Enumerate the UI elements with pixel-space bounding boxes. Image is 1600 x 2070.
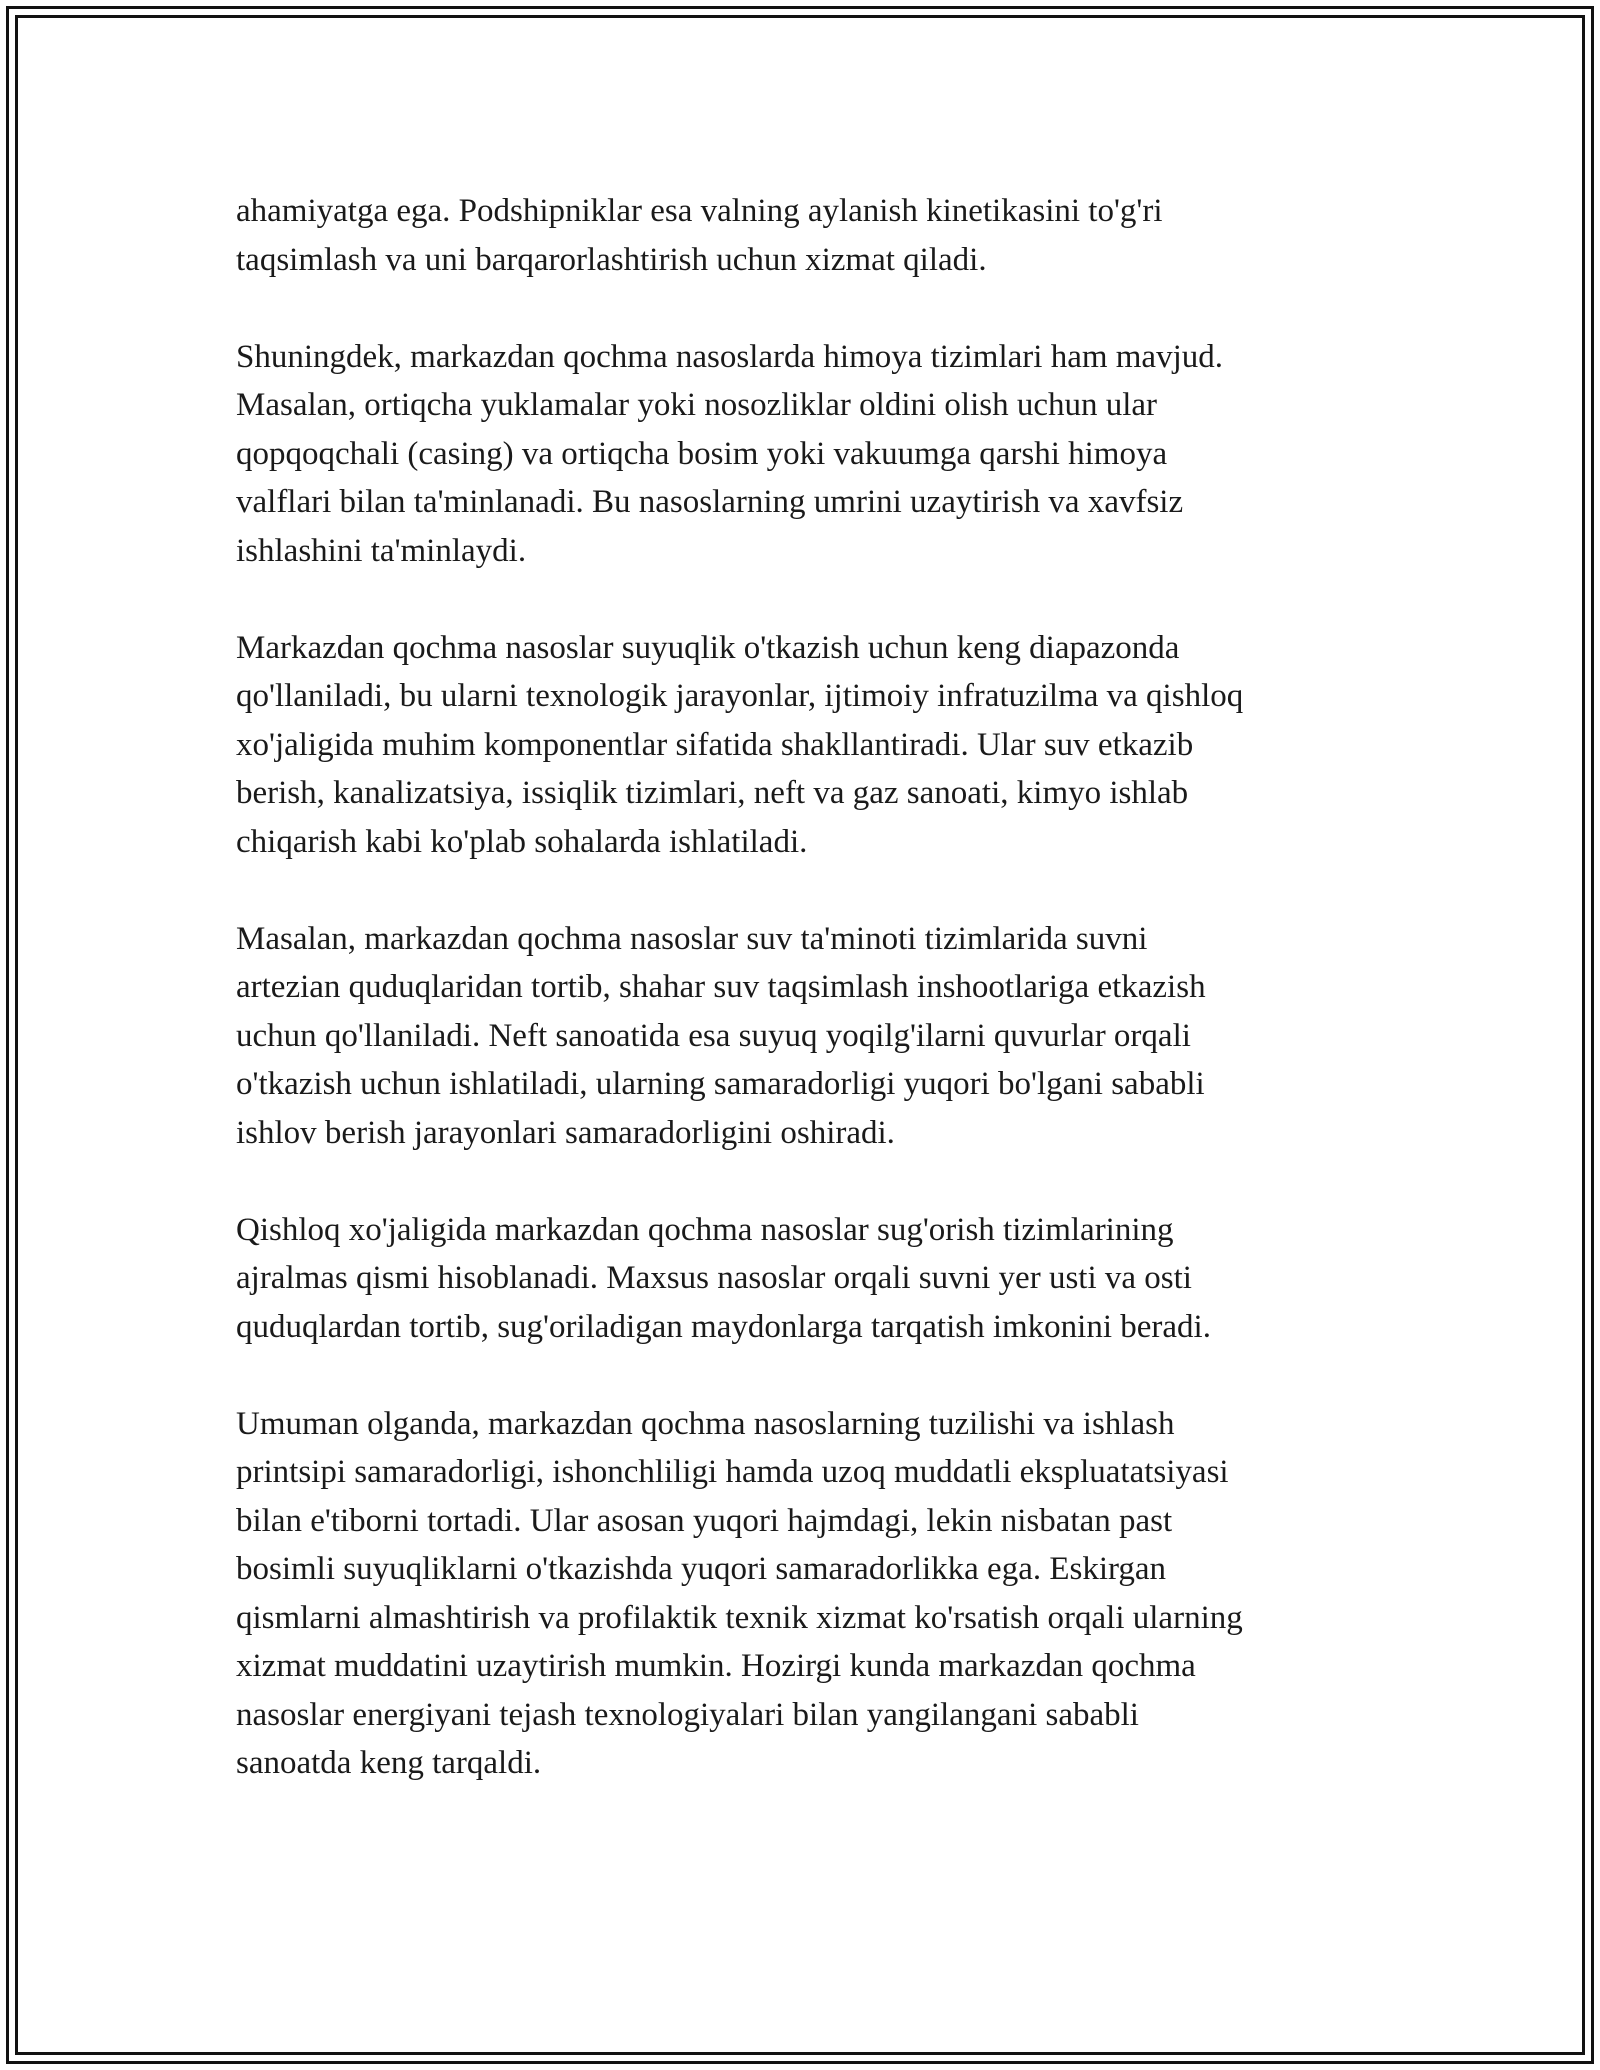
paragraph-2: Shuningdek, markazdan qochma nasoslarda himoya tizimlari ham mavjud. Masalan, ortiqcha yuklamalar yoki nosozliklar oldini olish uchun ular qopqoqchali (casing) va ortiqcha bosim yoki vakuumga qarshi himoya valflari bilan ta'minlanadi. Bu nasoslarning umrini uzaytirish va xavfsiz ishlashini ta'minlaydi. <box>236 338 1223 569</box>
paragraph-5: Qishloq xo'jaligida markazdan qochma nasoslar sug'orish tizimlarining ajralmas qismi hisoblanadi. Maxsus nasoslar orqali suvni yer usti va osti quduqlardan tortib, sug'oriladigan maydonlarga tarqatish imkonini beradi. <box>236 1211 1211 1345</box>
paragraph-4: Masalan, markazdan qochma nasoslar suv ta'minoti tizimlarida suvni artezian quduqlaridan tortib, shahar suv taqsimlash inshootlariga etkazish uchun qo'llaniladi. Neft sanoatida esa suyuq yoqilg'ilarni quvurlar orqali o'tkazish uchun ishlatiladi, ularning samaradorligi yuqori bo'lgani sababli ishlov berish jarayonlari samaradorligini oshiradi. <box>236 920 1206 1151</box>
paragraph-1: ahamiyatga ega. Podshipniklar esa valning aylanish kinetikasini to'g'ri taqsimlash va uni barqarorlashtirish uchun xizmat qiladi. <box>236 193 1163 278</box>
paragraph-6: Umuman olganda, markazdan qochma nasoslarning tuzilishi va ishlash printsipi samaradorligi, ishonchliligi hamda uzoq muddatli ekspluatatsiyasi bilan e'tiborni tortadi. Ular asosan yuqori hajmdagi, lekin nisbatan past bosimli suyuqliklarni o'tkazishda yuqori samaradorlikka ega. Eskirgan qismlarni almashtirish va profilaktik texnik xizmat ko'rsatish orqali ularning xizmat muddatini uzaytirish mumkin. Hozirgi kunda markazdan qochma nasoslar energiyani tejash texnologiyalari bilan yangilangani sababli sanoatda keng tarqaldi. <box>236 1405 1243 1781</box>
paragraph-3: Markazdan qochma nasoslar suyuqlik o'tkazish uchun keng diapazonda qo'llaniladi, bu ularni texnologik jarayonlar, ijtimoiy infratuzilma va qishloq xo'jaligida muhim komponentlar sifatida shakllantiradi. Ular suv etkazib berish, kanalizatsiya, issiqlik tizimlari, neft va gaz sanoati, kimyo ishlab chiqarish kabi ko'plab sohalarda ishlatiladi. <box>236 629 1244 860</box>
document-body <box>236 187 1366 1836</box>
